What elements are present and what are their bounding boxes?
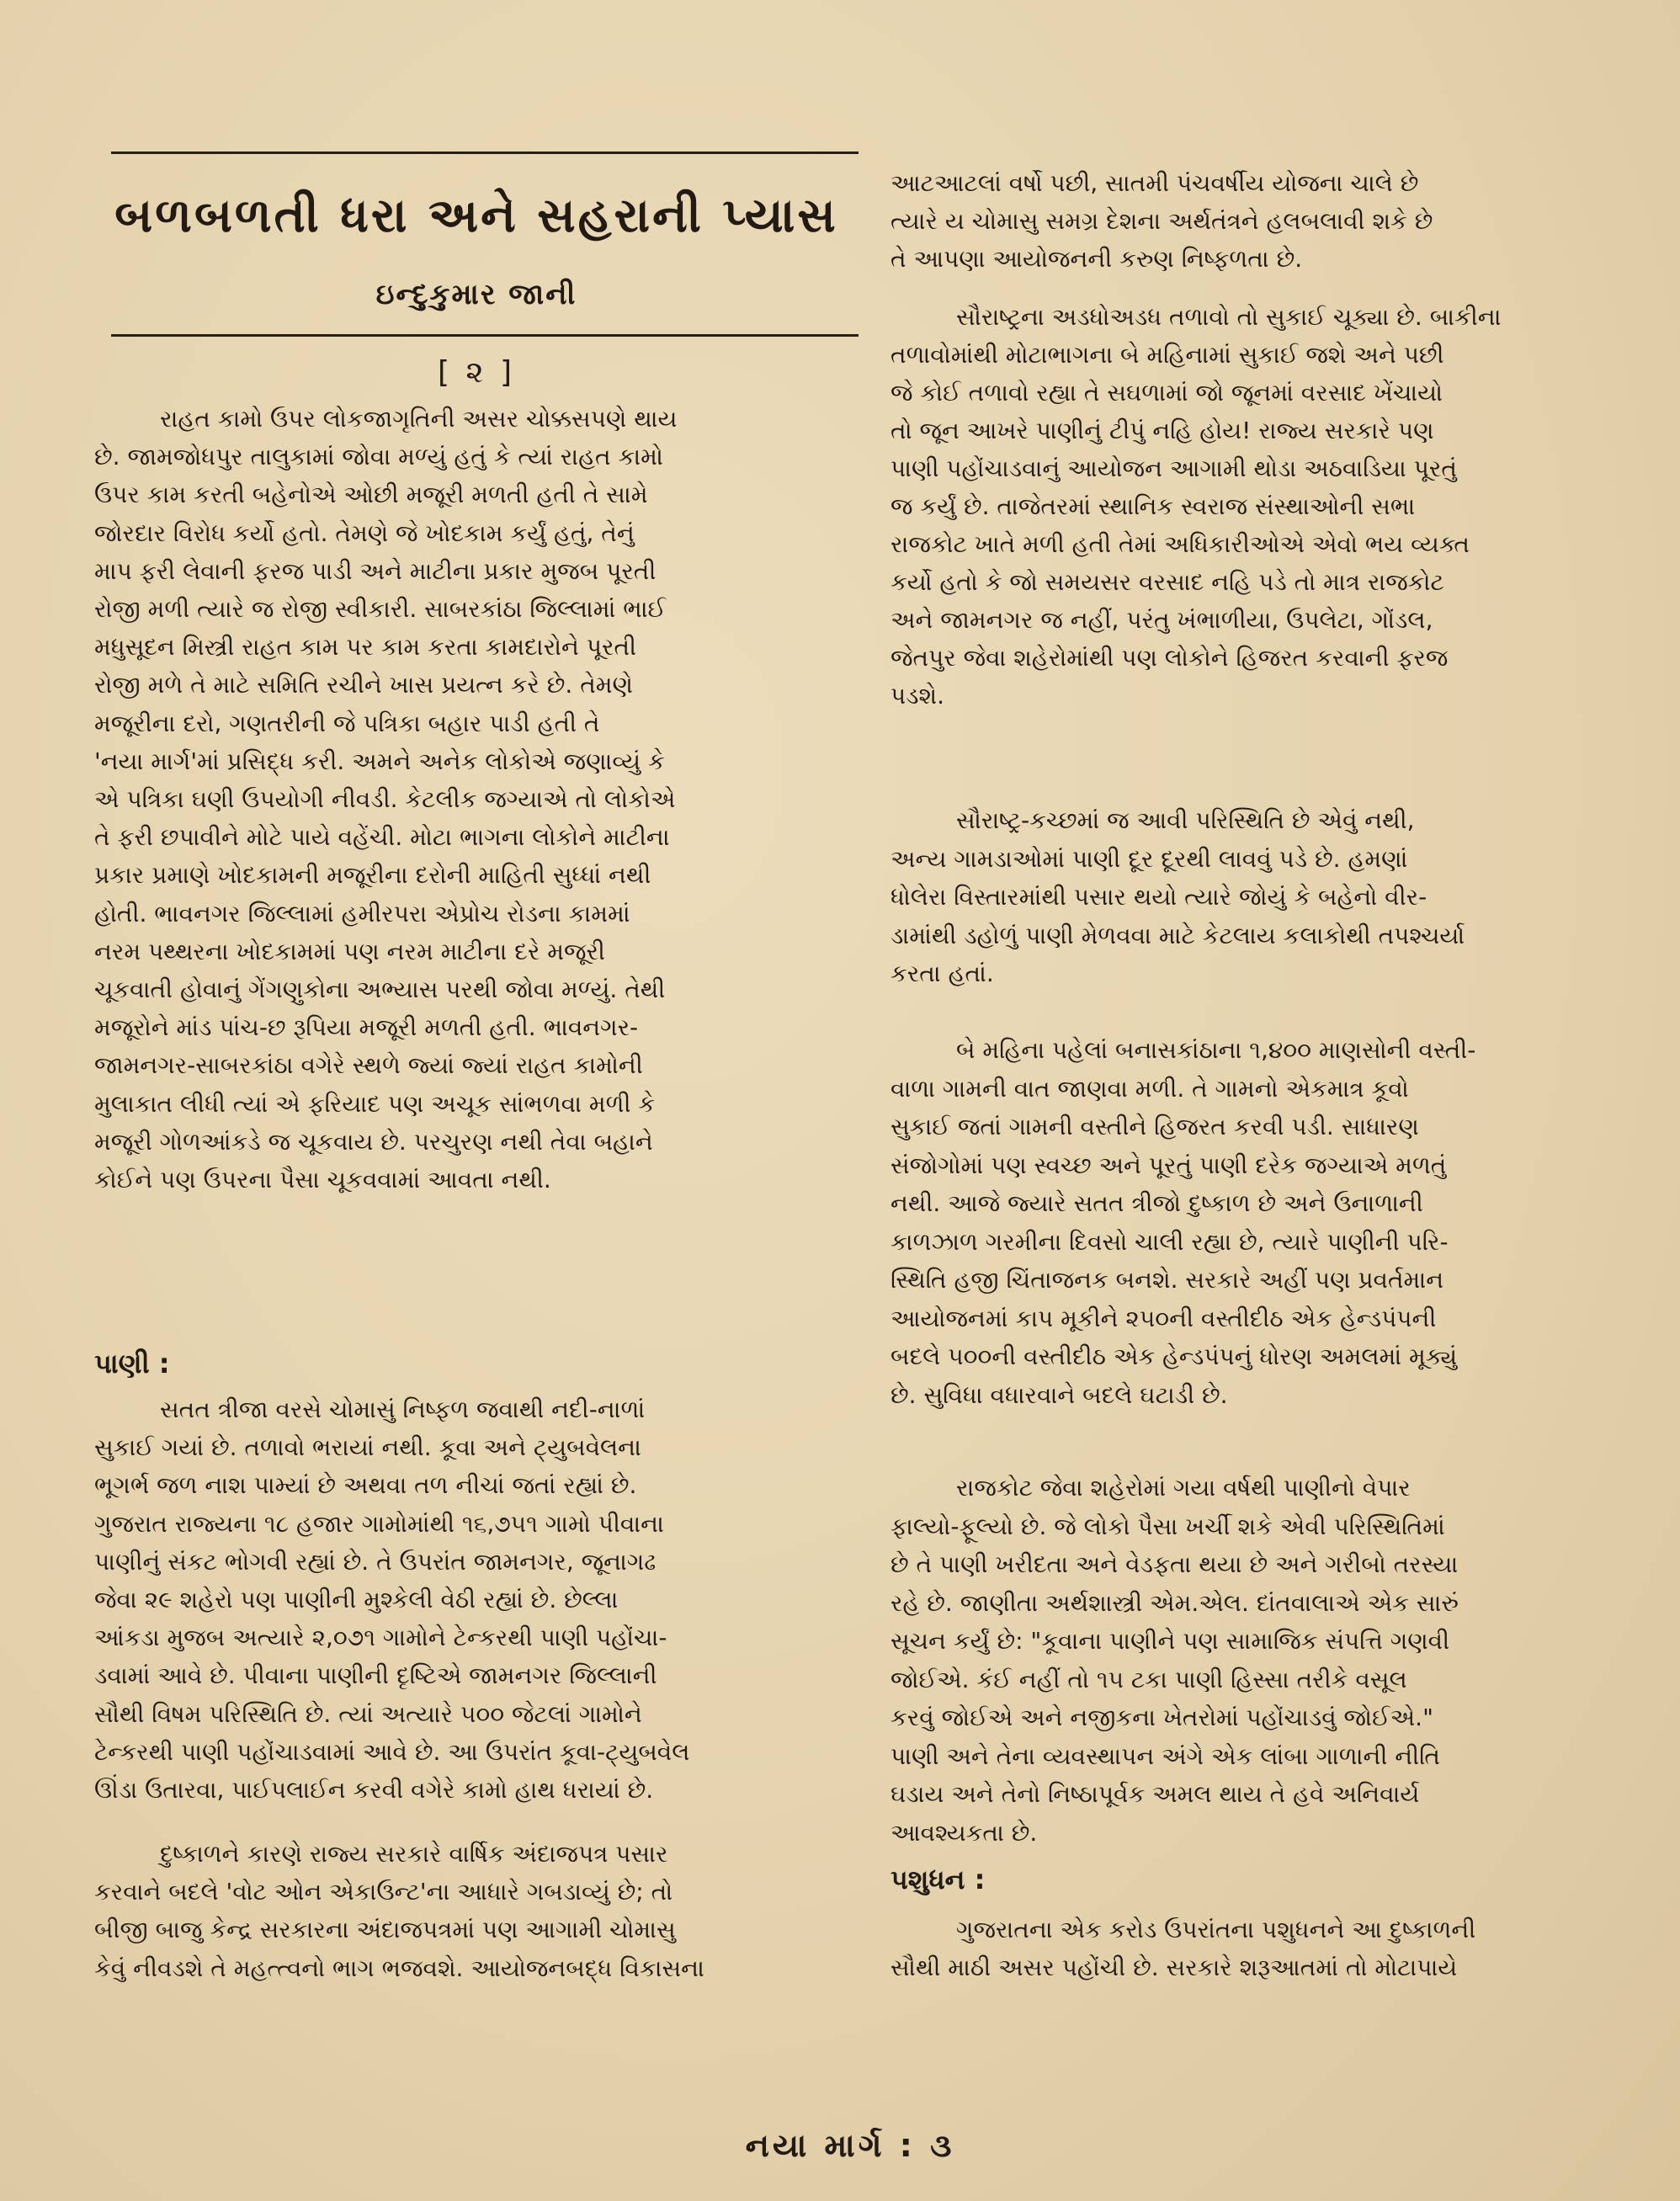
text-line: પ્રકાર પ્રમાણે ખોદકામની મજૂરીના દરોની માહિતી સુધ્ધાં નથી (94, 861, 651, 890)
text-line: ભૂગર્ભ જળ નાશ પામ્યાં છે અથવા તળ નીચાં જતાં રહ્યાં છે. (94, 1471, 637, 1500)
text-line: કર્યો હતો કે જો સમયસર વરસાદ નહિ પડે તો માત્ર રાજકોટ (891, 568, 1444, 596)
text-line: રોજી મળે તે માટે સમિતિ રચીને ખાસ પ્રયત્ન કરે છે. તેમણે (94, 671, 633, 699)
text-line: પાણી અને તેના વ્યવસ્થાપન અંગે એક લાંબા ગાળાની નીતિ (891, 1741, 1440, 1770)
text-line: આંકડા મુજબ અત્યારે ૨,૦૭૧ ગામોને ટેન્કરથી પાણી પહોંચા- (94, 1624, 667, 1652)
text-line: ડામાંથી ડહોળું પાણી મેળવવા માટે કેટલાય કલાકોથી તપશ્ચર્યા (891, 921, 1465, 949)
text-line: સુકાઈ ગયાં છે. તળાવો ભરાયાં નથી. કૂવા અને ટ્યુબવેલના (94, 1433, 641, 1462)
text-line: બદલે ૫૦૦ની વસ્તીદીઠ એક હેન્ડપંપનું ધોરણ અમલમાં મૂક્યું (891, 1342, 1458, 1370)
text-line: જે કોઈ તળાવો રહ્યા તે સઘળામાં જો જૂનમાં વરસાદ ખેંચાયો (891, 379, 1443, 407)
title-bottom-rule (111, 334, 859, 337)
text-line: માપ ફરી લેવાની ફરજ પાડી અને માટીના પ્રકાર મુજબ પૂરતી (94, 556, 657, 585)
text-line: કરવાને બદલે 'વોટ ઓન એકાઉન્ટ'ના આધારે ગબડાવ્યું છે; તો (94, 1878, 673, 1906)
text-line: ચૂકવાતી હોવાનું ગેંગણુકોના અભ્યાસ પરથી જોવા મળ્યું. તેથી (94, 976, 666, 1003)
text-line: રોજી મળી ત્યારે જ રોજી સ્વીકારી. સાબરકાંઠા જિલ્લામાં ભાઈ (94, 595, 667, 623)
text-line: ડવામાં આવે છે. પીવાના પાણીની દૃષ્ટિએ જામનગર જિલ્લાની (94, 1661, 657, 1690)
text-line: કરતા હતાં. (891, 960, 994, 987)
text-line: મજૂરી ગોળઆંકડે જ ચૂકવાય છે. પરચુરણ નથી તેવા બહાને (94, 1127, 653, 1156)
text-line: ધોલેરા વિસ્તારમાંથી પસાર થયો ત્યારે જોયું કે બહેનો વીર- (891, 883, 1427, 911)
text-line: ઉપર કામ કરતી બહેનોએ ઓછી મજૂરી મળતી હતી તે સામે (94, 481, 648, 509)
section-heading: પશુધન : (891, 1863, 986, 1895)
text-line: હોતી. ભાવનગર જિલ્લામાં હમીરપરા એપ્રોચ રોડના કામમાં (94, 899, 630, 928)
text-line: તે આપણા આયોજનની કરુણ નિષ્ફળતા છે. (891, 245, 1303, 273)
text-line: પાણી પહોંચાડવાનું આયોજન આગામી થોડા અઠવાડિયા પૂરતું (891, 455, 1457, 482)
text-line: તે ફરી છપાવીને મોટે પાયે વહેંચી. મોટા ભાગના લોકોને માટીના (94, 823, 670, 852)
text-line: ઊંડા ઉતારવા, પાઈપલાઈન કરવી વગેરે કામો હાથ ધરાયાં છે. (94, 1776, 654, 1804)
text-line: સુકાઈ જતાં ગામની વસ્તીને હિજરત કરવી પડી. સાધારણ (891, 1113, 1419, 1140)
text-line: કેવું નીવડશે તે મહત્ત્વનો ભાગ ભજવશે. આયોજનબદ્ધ વિકાસના (94, 1954, 704, 1982)
article-author: ઇન્દુકુમાર જાની (375, 278, 577, 311)
text-line: એ પત્રિકા ઘણી ઉપયોગી નીવડી. કેટલીક જગ્યાએ તો લોકોએ (94, 785, 676, 813)
text-line: ગુજરાતના એક કરોડ ઉપરાંતના પશુધનને આ દુષ્કાળની (956, 1916, 1476, 1943)
text-line: જેવા ૨૯ શહેરો પણ પાણીની મુશ્કેલી વેઠી રહ્યાં છે. છેલ્લા (94, 1586, 619, 1614)
text-line: તો જૂન આખરે પાણીનું ટીપું નહિ હોય! રાજ્ય સરકારે પણ (891, 417, 1434, 444)
part-number: [ ૨ ] (437, 355, 516, 390)
text-line: જોરદાર વિરોધ કર્યો હતો. તેમણે જે ખોદકામ કર્યું હતું, તેનું (94, 518, 635, 547)
text-line: ટેન્કરથી પાણી પહોંચાડવામાં આવે છે. આ ઉપરાંત કૂવા-ટ્યુબવેલ (94, 1737, 690, 1766)
article-title: બળબળતી ધરા અને સહરાની પ્યાસ (114, 189, 838, 243)
text-line: આટઆટલાં વર્ષો પછી, સાતમી પંચવર્ષીય યોજના ચાલે છે (891, 169, 1419, 197)
text-line: જ કર્યું છે. તાજેતરમાં સ્થાનિક સ્વરાજ સંસ્થાઓની સભા (891, 492, 1416, 520)
text-line: રાજકોટ જેવા શહેરોમાં ગયા વર્ષથી પાણીનો વેપાર (956, 1474, 1411, 1502)
text-line: સૌથી માઠી અસર પહોંચી છે. સરકારે શરૂઆતમાં તો મોટાપાયે (891, 1954, 1458, 1981)
text-line: રહે છે. જાણીતા અર્થશાસ્ત્રી એમ.એલ. દાંતવાલાએ એક સારું (891, 1588, 1459, 1617)
text-line: જામનગર-સાબરકાંઠા વગેરે સ્થળે જ્યાં જ્યાં રાહત કામોની (94, 1051, 643, 1080)
text-line: ગુજરાત રાજ્યના ૧૮ હજાર ગામોમાંથી ૧૬,૭૫૧ ગામો પીવાના (94, 1509, 664, 1538)
text-line: ફાલ્યો-ફૂલ્યો છે. જે લોકો પૈસા ખર્ચી શકે એવી પરિસ્થિતિમાં (891, 1512, 1445, 1540)
text-line: સતત ત્રીજા વરસે ચોમાસું નિષ્ફળ જવાથી નદી-નાળાં (160, 1396, 646, 1423)
section-heading: પાણી : (94, 1348, 170, 1380)
text-line: તળાવોમાંથી મોટાભાગના બે મહિનામાં સુકાઈ જશે અને પછી (891, 341, 1444, 369)
text-line: મજૂરોને માંડ પાંચ-છ રૂપિયા મજૂરી મળતી હતી. ભાવનગર- (94, 1013, 639, 1042)
text-line: મુલાકાત લીધી ત્યાં એ ફરિયાદ પણ અચૂક સાંભળવા મળી કે (94, 1089, 656, 1118)
text-line: પાણીનું સંકટ ભોગવી રહ્યાં છે. તે ઉપરાંત જામનગર, જૂનાગઢ (94, 1547, 657, 1576)
text-line: જેતપુર જેવા શહેરોમાંથી પણ લોકોને હિજરત કરવાની ફરજ (891, 644, 1449, 672)
text-line: અન્ય ગામડાઓમાં પાણી દૂર દૂરથી લાવવું પડે છે. હમણાં (891, 844, 1408, 873)
text-line: સૂચન કર્યું છે: "કૂવાના પાણીને પણ સામાજિક સંપત્તિ ગણવી (891, 1627, 1450, 1655)
page-folio: નયા માર્ગ : ૩ (745, 2127, 955, 2164)
text-line: કરવું જોઈએ અને નજીકના ખેતરોમાં પહોંચાડવું જોઈએ." (891, 1704, 1433, 1731)
text-line: આયોજનમાં કાપ મૂકીને ૨૫૦ની વસ્તીદીઠ એક હેન્ડપંપની (891, 1304, 1437, 1332)
text-line: છે. સુવિધા વધારવાને બદલે ઘટાડી છે. (891, 1380, 1228, 1409)
text-line: સૌરાષ્ટ્ર-કચ્છમાં જ આવી પરિસ્થિતિ છે એવું નથી, (956, 806, 1415, 834)
text-line: છે તે પાણી ખરીદતા અને વેડફતા થયા છે અને ગરીબો તરસ્યા (891, 1550, 1459, 1578)
text-line: સંજોગોમાં પણ સ્વચ્છ અને પૂરતું પાણી દરેક જગ્યાએ મળતું (891, 1151, 1447, 1179)
text-line: કોઈને પણ ઉપરના પૈસા ચૂકવવામાં આવતા નથી. (94, 1166, 551, 1194)
text-line: મજૂરીના દરો, ગણતરીની જે પત્રિકા બહાર પાડી હતી તે (94, 709, 600, 737)
text-line: મધુસૂદન મિસ્ત્રી રાહત કામ પર કામ કરતા કામદારોને પૂરતી (94, 633, 637, 662)
text-line: ઘડાય અને તેનો નિષ્ઠાપૂર્વક અમલ થાય તે હવે અનિવાર્ય (891, 1780, 1420, 1808)
text-line: નથી. આજે જ્યારે સતત ત્રીજો દુષ્કાળ છે અને ઉનાળાની (891, 1189, 1423, 1217)
text-line: રાહત કામો ઉપર લોકજાગૃતિની અસર ચોક્કસપણે થાય (160, 405, 678, 433)
text-line: જોઈએ. કંઈ નહીં તો ૧૫ ટકા પાણી હિસ્સા તરીકે વસૂલ (891, 1665, 1407, 1693)
text-line: સૌરાષ્ટ્રના અડધોઅડધ તળાવો તો સુકાઈ ચૂક્યા છે. બાકીના (956, 303, 1502, 331)
text-line: નરમ પથ્થરના ખોદકામમાં પણ નરમ માટીના દરે મજૂરી (94, 937, 605, 965)
text-line: અને જામનગર જ નહીં, પરંતુ ખંભાળીયા, ઉપલેટા, ગોંડલ, (891, 606, 1433, 634)
text-line: પડશે. (891, 682, 945, 710)
text-line: ત્યારે ય ચોમાસુ સમગ્ર દેશના અર્થતંત્રને હલબલાવી શકે છે (891, 207, 1433, 235)
text-line: કાળઝાળ ગરમીના દિવસો ચાલી રહ્યા છે, ત્યારે પાણીની પરિ- (891, 1227, 1449, 1256)
text-line: સ્થિતિ હજી ચિંતાજનક બનશે. સરકારે અહીં પણ પ્રવર્તમાન (891, 1266, 1444, 1294)
text-line: દુષ્કાળને કારણે રાજ્ય સરકારે વાર્ષિક અંદાજપત્ર પસાર (160, 1840, 668, 1868)
text-line: રાજકોટ ખાતે મળી હતી તેમાં અધિકારીઓએ એવો ભય વ્યક્ત (891, 530, 1470, 558)
text-line: આવશ્યકતા છે. (891, 1818, 1038, 1847)
title-top-rule (111, 152, 859, 154)
text-line: સૌથી વિષમ પરિસ્થિતિ છે. ત્યાં અત્યારે ૫૦૦ જેટલાં ગામોને (94, 1699, 642, 1728)
text-line: વાળા ગામની વાત જાણવા મળી. તે ગામનો એકમાત્ર કૂવો (891, 1074, 1409, 1103)
text-line: 'નયા માર્ગ'માં પ્રસિદ્ધ કરી. અમને અનેક લોકોએ જણાવ્યું કે (94, 747, 665, 775)
text-line: બે મહિના પહેલાં બનાસકાંઠાના ૧,૪૦૦ માણસોની વસ્તી- (956, 1036, 1476, 1064)
text-line: છે. જામજોધપુર તાલુકામાં જોવા મળ્યું હતું કે ત્યાં રાહત કામો (94, 443, 663, 471)
text-line: બીજી બાજુ કેન્દ્ર સરકારના અંદાજપત્રમાં પણ આગામી ચોમાસુ (94, 1916, 676, 1944)
